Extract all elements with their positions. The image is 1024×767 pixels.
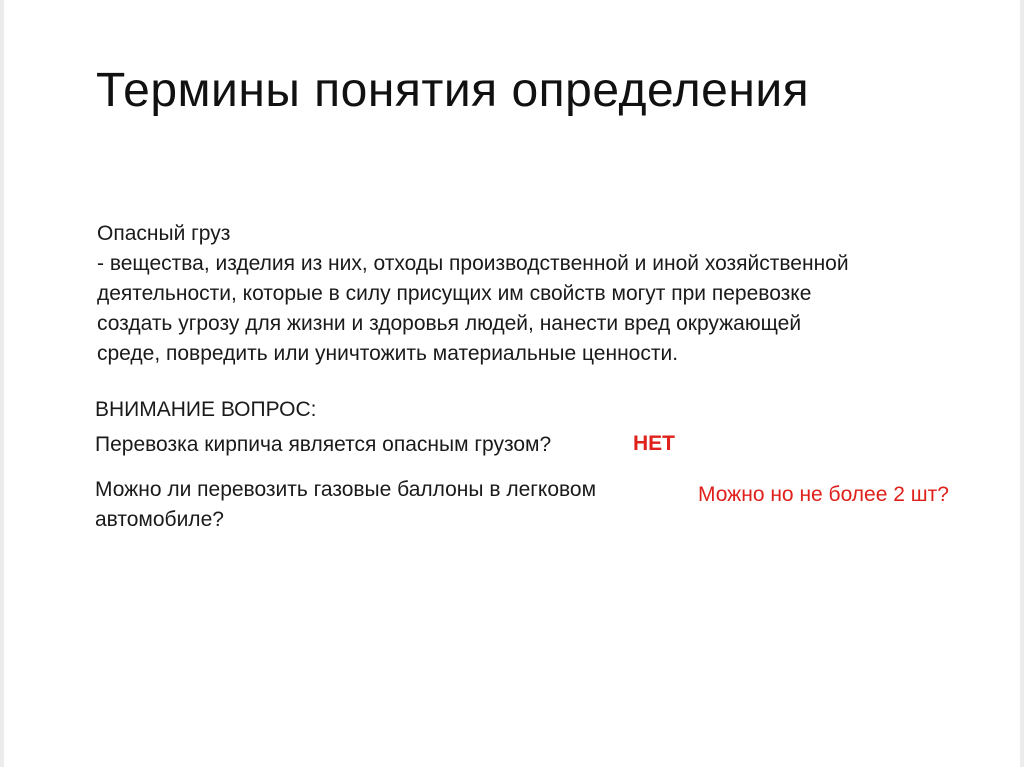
definition-block <box>97 219 977 369</box>
definition-line: создать угрозу для жизни и здоровья людей, нанести вред окружающей <box>97 312 802 335</box>
question-2 <box>95 475 685 535</box>
definition-term: Опасный груз <box>97 222 231 245</box>
answer-2: Можно но не более 2 шт? <box>698 483 949 506</box>
definition-line: деятельности, которые в силу присущих им свойств могут при перевозке <box>97 282 812 305</box>
attention-label: ВНИМАНИЕ ВОПРОС: <box>95 398 317 421</box>
question-2-line: автомобиле? <box>95 508 224 531</box>
definition-line: - вещества, изделия из них, отходы производственной и иной хозяйственной <box>97 252 849 275</box>
answer-1: НЕТ <box>633 432 675 455</box>
question-1: Перевозка кирпича является опасным грузом? <box>95 433 552 456</box>
slide <box>4 0 1020 767</box>
definition-line: среде, повредить или уничтожить материальные ценности. <box>97 342 679 365</box>
slide-title: Термины понятия определения <box>96 64 810 117</box>
question-2-line: Можно ли перевозить газовые баллоны в легковом <box>95 478 597 501</box>
